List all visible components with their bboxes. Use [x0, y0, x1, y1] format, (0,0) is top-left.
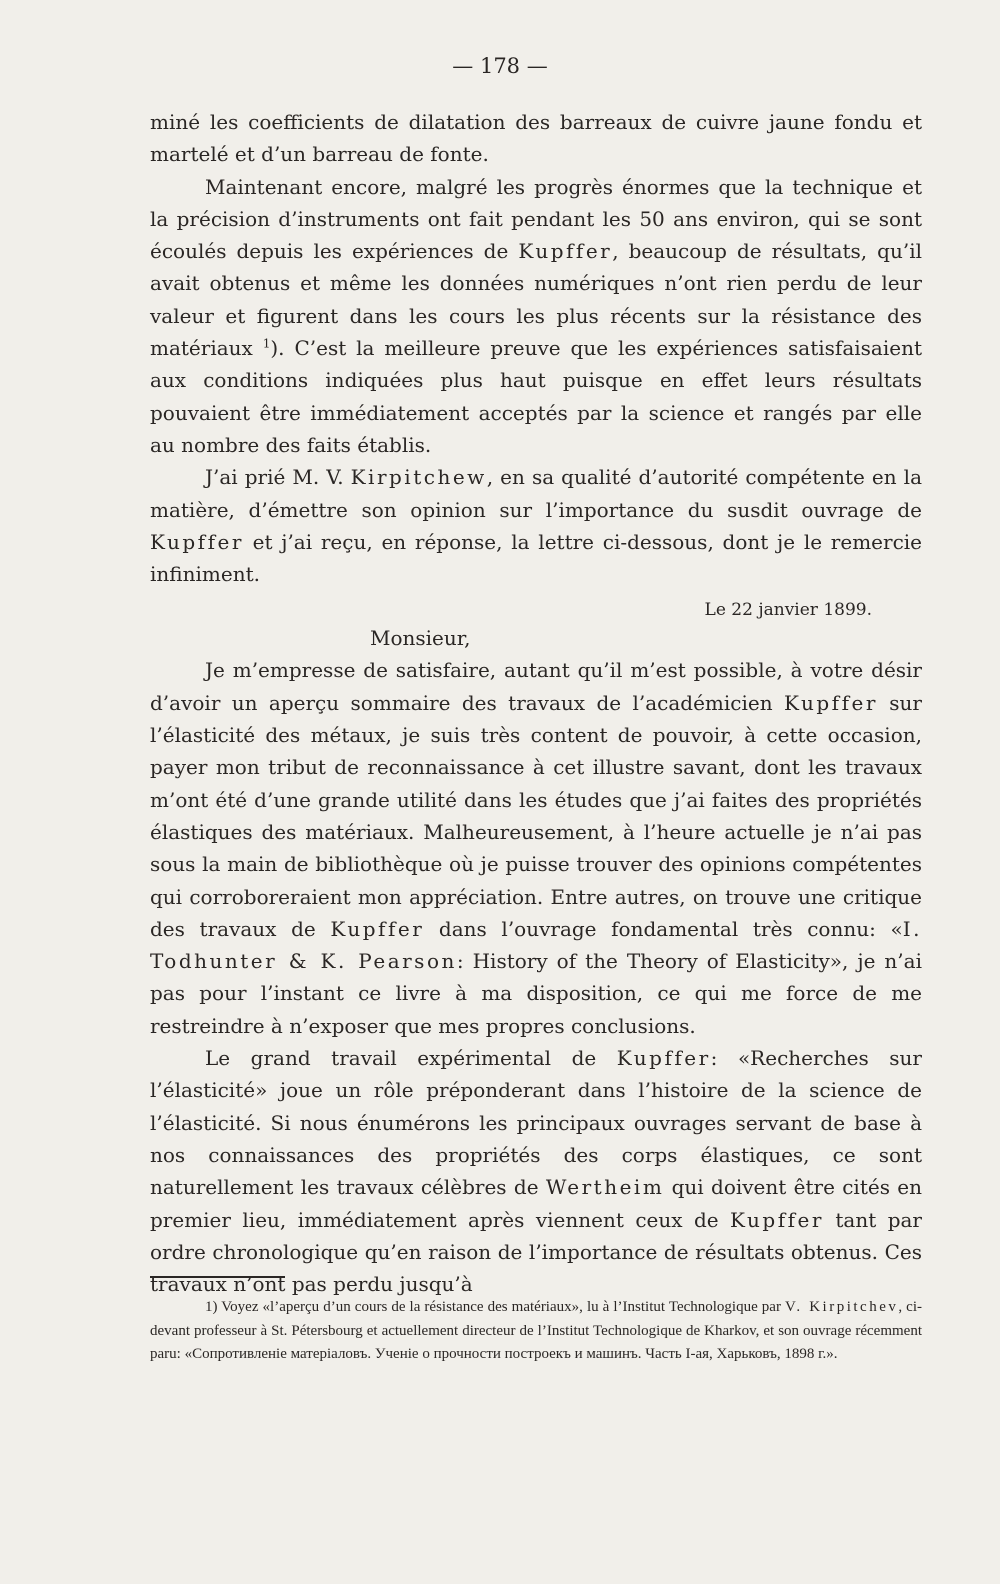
letter-paragraph: Le grand travail expérimental de Kupffer: «Recherches sur l’élasticité» joue un rôle préponderant dans l’histoire de la science de l’élasticité. Si nous énumérons les principaux ouvrages servant de base à nos connaissances des propriétés des corps élastiques, ce sont naturellement les travaux célèbres de Wertheim qui doivent être cités en premier lieu, immédiatement après viennent ceux de Kupffer tant par ordre chronologique qu’en raison de l’importance de résultats obtenus. Ces travaux n’ont pas perdu jusqu’à — [150, 1046, 922, 1297]
paragraph: miné les coefficients de dilatation des barreaux de cuivre jaune fondu et martelé et d’un barreau de fonte. — [150, 110, 922, 167]
footnote: 1) Voyez «l’aperçu d’un cours de la résistance des matériaux», lu à l’Institut Technologique par V. Kirpitchev, ci-devant professeur à St. Pétersbourg et actuellement directeur de l’Institut Technologique de Kharkov, et son ouvrage récemment paru: «Сопротивленіе матеріаловъ. Ученіе о прочности построекъ и машинъ. Часть I-ая, Харьковъ, 1898 г.». — [150, 1299, 923, 1362]
author-name: Kupffer — [784, 690, 878, 715]
author-name: V. Kirpitchev — [785, 1299, 899, 1315]
letter-salutation: Monsieur, — [370, 626, 471, 651]
author-name: I. Todhunter & K. Pearson — [150, 916, 922, 974]
page-number: — 178 — — [452, 54, 548, 78]
author-name: Kirpitchew — [350, 465, 487, 490]
paragraph: J’ai prié M. V. Kirpitchew, en sa qualité d’autorité compétente en la matière, d’émettre son opinion sur l’importance du susdit ouvrage de Kupffer et j’ai reçu, en réponse, la lettre ci-dessous, dont je le remercie infiniment. — [150, 465, 922, 587]
letter-date: Le 22 janvier 1899. — [704, 600, 872, 621]
author-name: Kupffer — [616, 1046, 711, 1071]
paragraph: Maintenant encore, malgré les progrès énormes que la technique et la précision d’instruments ont fait pendant les 50 ans environ, qui se sont écoulés depuis les expériences de Kupffer, beaucoup de résultats, qu’il avait obtenus et même les données numériques n’ont rien perdu de leur valeur et figurent dans les cours les plus récents sur la résistance des matériaux $^1$). C’est la meilleure preuve que les expériences satisfaisaient aux conditions indiquées plus haut puisque en effet leurs résultats pouvaient être immédiatement acceptés par la science et rangés par elle au nombre des faits établis. — [150, 174, 922, 457]
author-name: Kupffer — [150, 529, 244, 554]
author-name: Wertheim — [545, 1175, 665, 1200]
author-name: Kupffer — [518, 239, 613, 264]
author-name: Kupffer — [730, 1207, 824, 1232]
footnote-divider — [150, 1276, 285, 1278]
body-text — [150, 106, 922, 1300]
author-name: Kupffer — [330, 916, 425, 941]
letter-paragraph: Je m’empresse de satisfaire, autant qu’il m’est possible, à votre désir d’avoir un aperçu sommaire des travaux de l’académicien Kupffer sur l’élasticité des métaux, je suis très content de pouvoir, à cette occasion, payer mon tribut de reconnaissance à cet illustre savant, dont les travaux m’ont été d’une grande utilité dans les études que j’ai faites des propriétés élastiques des matériaux. Malheureusement, à l’heure actuelle je n’ai pas sous la main de bibliothèque où je puisse trouver des opinions compétentes qui corroboreraient mon appréciation. Entre autres, on trouve une critique des travaux de Kupffer dans l’ouvrage fondamental très connu: «I. Todhunter & K. Pearson: History of the Theory of Elasticity», je n’ai pas pour l’instant ce livre à ma disposition, ce qui me force de me restreindre à n’exposer que mes propres conclusions. — [150, 658, 922, 1038]
footnote-ref[interactable]: 1 — [262, 336, 271, 351]
